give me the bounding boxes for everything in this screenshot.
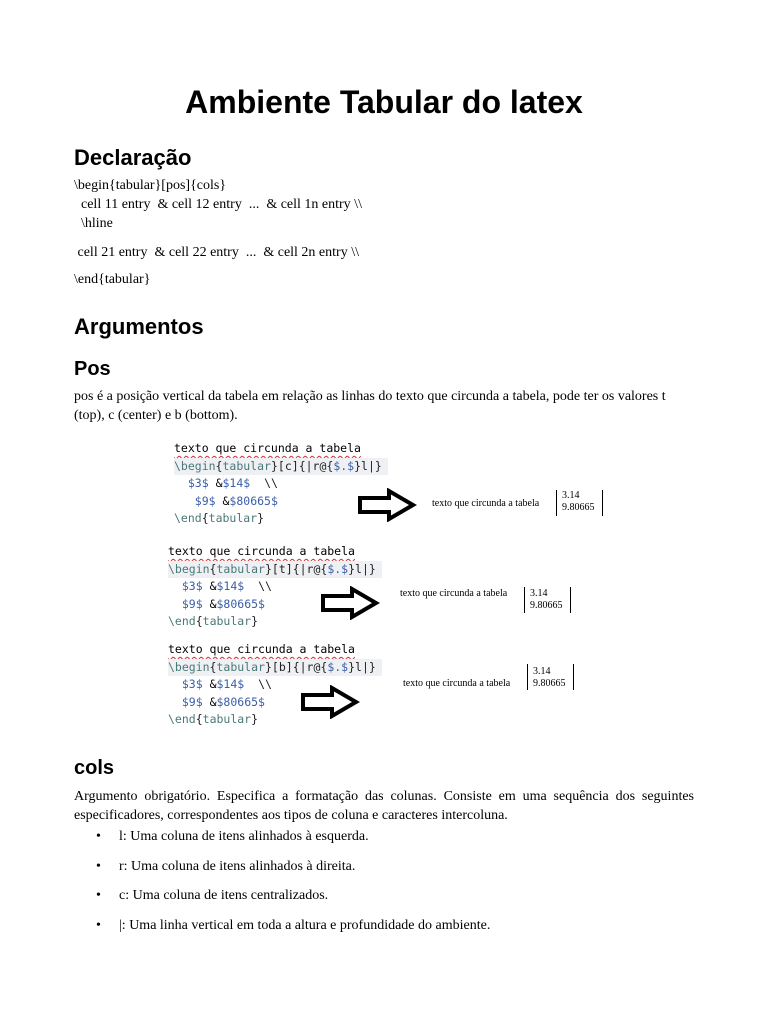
declaration-line: \hline [74, 216, 113, 231]
declaration-line: \end{tabular} [74, 272, 151, 287]
rendered-table-example-2: texto que circunda a tabela 3.14 9.80665 [400, 587, 580, 617]
bullet: • [96, 829, 101, 844]
code-snippet-example-3: texto que circunda a tabela \begin{tabular}[b]{|r@{$.$}l|} $3$ &$14$ \\ $9$ &$80665$ \end{tabular} [168, 641, 382, 729]
bullet: • [96, 858, 101, 874]
document-title: Ambiente Tabular do latex [185, 84, 583, 120]
arrow-right-icon [357, 488, 417, 522]
rendered-table-example-1: texto que circunda a tabela 3.14 9.80665 [432, 490, 612, 520]
heading-declaracao: Declaração [74, 145, 192, 170]
list-item: • r: Uma coluna de itens alinhados à direita. [96, 858, 356, 874]
declaration-line: cell 11 entry & cell 12 entry ... & cell 1n entry \\ [74, 197, 362, 212]
cols-description: Argumento obrigatório. Especifica a formatação das colunas. Consiste em uma sequência dos seguintes especificadores, correspondentes aos tipos de coluna e caracteres intercoluna. [74, 789, 694, 823]
heading-argumentos: Argumentos [74, 314, 204, 339]
heading-pos: Pos [74, 358, 111, 380]
arrow-right-icon [320, 586, 380, 620]
code-snippet-example-1: texto que circunda a tabela \begin{tabular}[c]{|r@{$.$}l|} $3$ &$14$ \\ $9$ &$80665$ \end{tabular} [174, 440, 388, 528]
list-item: • c: Uma coluna de itens centralizados. [96, 888, 329, 903]
rendered-table-example-3: texto que circunda a tabela 3.14 9.80665 [403, 664, 583, 694]
bullet: • [96, 888, 101, 903]
heading-cols: cols [74, 757, 115, 779]
code-snippet-example-2: texto que circunda a tabela \begin{tabular}[t]{|r@{$.$}l|} $3$ &$14$ \\ $9$ &$80665$ \end{tabular} [168, 543, 382, 631]
declaration-line: cell 21 entry & cell 22 entry ... & cell 2n entry \\ [74, 245, 359, 260]
declaration-line: \begin{tabular}[pos]{cols} [74, 178, 227, 193]
column-spec-list [74, 828, 694, 946]
bullet: • [96, 917, 101, 933]
list-item: • |: Uma linha vertical em toda a altura e profundidade do ambiente. [96, 917, 491, 933]
pos-description: pos é a posição vertical da tabela em relação as linhas do texto que circunda a tabela, pode ter os valores t (top), c (center) e b (bottom). [74, 389, 666, 423]
arrow-right-icon [300, 685, 360, 719]
list-item: • l: Uma coluna de itens alinhados à esquerda. [96, 829, 369, 844]
